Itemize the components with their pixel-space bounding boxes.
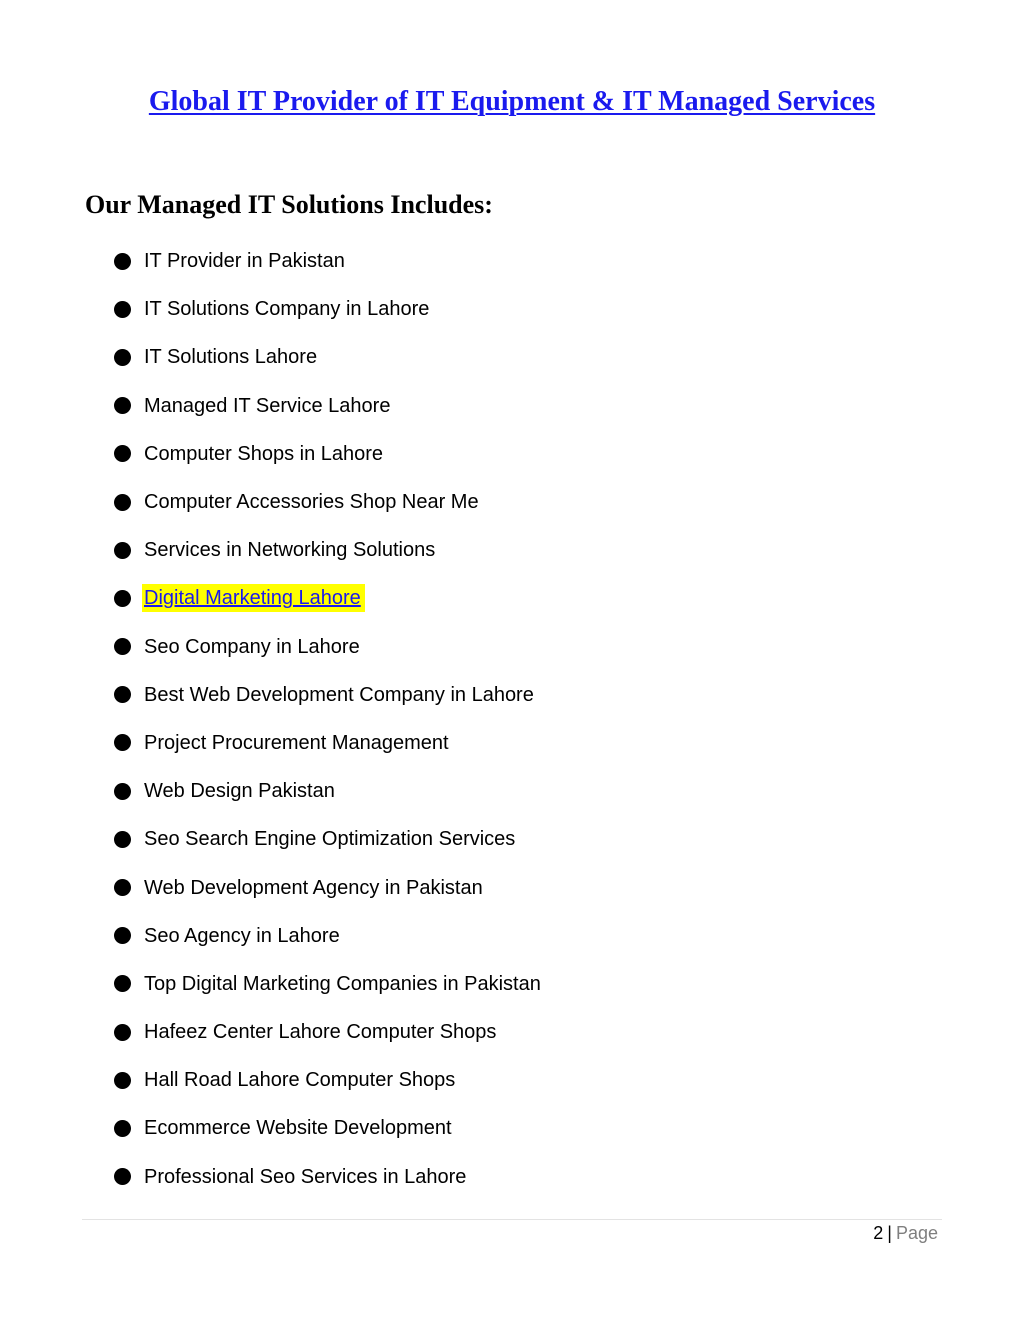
list-item-label: Services in Networking Solutions bbox=[144, 539, 436, 562]
footer-divider bbox=[82, 1219, 942, 1220]
list-item bbox=[114, 430, 541, 478]
list-item bbox=[114, 623, 541, 671]
bullet-icon bbox=[114, 1072, 131, 1089]
list-item bbox=[114, 478, 541, 526]
digital-marketing-link[interactable]: Digital Marketing Lahore bbox=[142, 584, 365, 612]
list-item bbox=[114, 382, 541, 430]
list-item-label: Best Web Development Company in Lahore bbox=[144, 683, 534, 706]
bullet-icon bbox=[114, 638, 131, 655]
page-footer bbox=[873, 1222, 938, 1244]
bullet-icon bbox=[114, 253, 131, 270]
list-item-label: Hall Road Lahore Computer Shops bbox=[144, 1069, 456, 1092]
page-number: 2 bbox=[873, 1223, 884, 1243]
bullet-icon bbox=[114, 1120, 131, 1137]
list-item-label: Computer Shops in Lahore bbox=[144, 442, 384, 465]
list-item bbox=[114, 285, 541, 333]
bullet-icon bbox=[114, 831, 131, 848]
footer-separator: | bbox=[887, 1223, 892, 1243]
bullet-icon bbox=[114, 301, 131, 318]
bullet-icon bbox=[114, 349, 131, 366]
list-item-label: Ecommerce Website Development bbox=[144, 1117, 452, 1140]
list-item bbox=[114, 574, 541, 622]
list-item bbox=[114, 863, 541, 911]
bullet-icon bbox=[114, 542, 131, 559]
list-item-label: Seo Company in Lahore bbox=[144, 635, 360, 658]
list-item-label: Seo Search Engine Optimization Services bbox=[144, 828, 516, 851]
bullet-icon bbox=[114, 494, 131, 511]
bullet-icon bbox=[114, 686, 131, 703]
list-item-label: IT Solutions Lahore bbox=[144, 346, 318, 369]
bullet-icon bbox=[114, 590, 131, 607]
list-item bbox=[114, 333, 541, 381]
list-item-label: Computer Accessories Shop Near Me bbox=[144, 491, 479, 514]
list-item bbox=[114, 237, 541, 285]
list-item bbox=[114, 1008, 541, 1056]
list-item-label: Professional Seo Services in Lahore bbox=[144, 1165, 467, 1188]
list-item bbox=[114, 1056, 541, 1104]
list-item bbox=[114, 1104, 541, 1152]
list-item bbox=[114, 526, 541, 574]
list-item-label: IT Solutions Company in Lahore bbox=[144, 298, 430, 321]
list-item-label: IT Provider in Pakistan bbox=[144, 250, 345, 273]
bullet-icon bbox=[114, 1024, 131, 1041]
list-item-label: Seo Agency in Lahore bbox=[144, 924, 340, 947]
list-item-label: Project Procurement Management bbox=[144, 731, 449, 754]
list-item bbox=[114, 1153, 541, 1201]
list-item bbox=[114, 671, 541, 719]
list-item bbox=[114, 960, 541, 1008]
list-item-label: Web Development Agency in Pakistan bbox=[144, 876, 483, 899]
bullet-icon bbox=[114, 927, 131, 944]
list-item-label: Web Design Pakistan bbox=[144, 780, 335, 803]
solutions-list bbox=[114, 237, 541, 1201]
bullet-icon bbox=[114, 397, 131, 414]
bullet-icon bbox=[114, 734, 131, 751]
list-item-label: Hafeez Center Lahore Computer Shops bbox=[144, 1021, 497, 1044]
list-item bbox=[114, 767, 541, 815]
list-item-label: Managed IT Service Lahore bbox=[144, 394, 391, 417]
list-item bbox=[114, 815, 541, 863]
bullet-icon bbox=[114, 975, 131, 992]
list-item bbox=[114, 912, 541, 960]
bullet-icon bbox=[114, 879, 131, 896]
list-item bbox=[114, 719, 541, 767]
section-heading: Our Managed IT Solutions Includes: bbox=[85, 190, 493, 219]
page-title bbox=[0, 82, 1024, 122]
list-item-label: Top Digital Marketing Companies in Pakistan bbox=[144, 972, 541, 995]
title-link[interactable]: Global IT Provider of IT Equipment & IT Managed Services bbox=[148, 86, 876, 117]
bullet-icon bbox=[114, 783, 131, 800]
page-label: Page bbox=[895, 1223, 938, 1243]
bullet-icon bbox=[114, 1168, 131, 1185]
bullet-icon bbox=[114, 445, 131, 462]
